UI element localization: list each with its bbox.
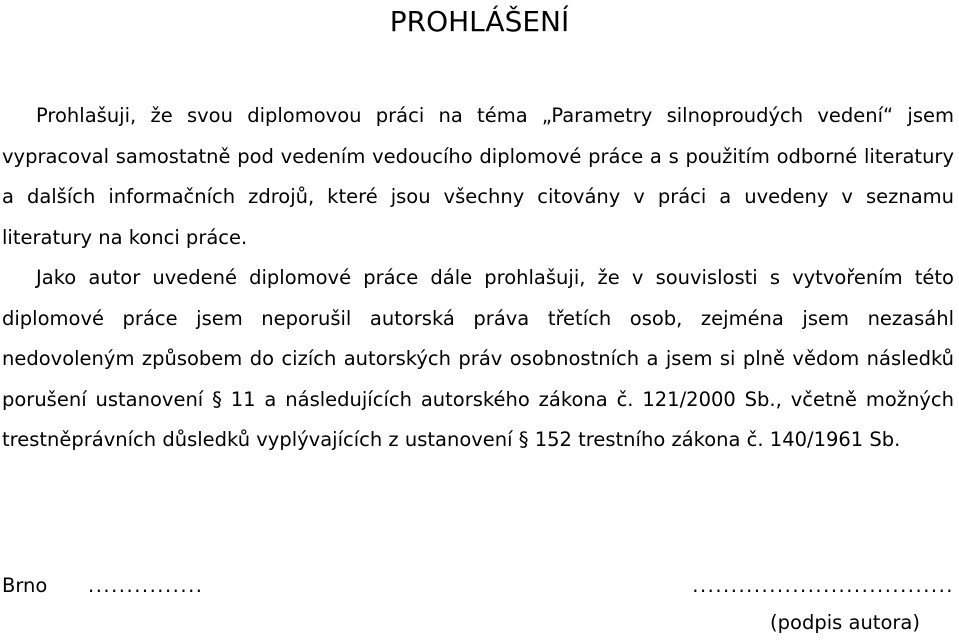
declaration-paragraph-1: Prohlašuji, že svou diplomovou práci na téma „Parametry silnoproudých vedení“ jsem vypracoval samostatně pod vedením vedoucího diplomové práce a s použitím odborné literatury a dalších informačních zdrojů, které jsou všechny citovány v práci a uvedeny v seznamu literatury na konci práce. <box>2 104 954 249</box>
declaration-paragraph-2: Jako autor uvedené diplomové práce dále prohlašuji, že v souvislosti s vytvořením této diplomové práce jsem neporušil autorská práva třetích osob, zejména jsem nezasáhl nedovoleným způsobem do cizích autorských práv osobnostních a jsem si plně vědom následků porušení ustanovení § 11 a následujících autorského zákona č. 121/2000 Sb., včetně možných trestněprávních důsledků vyplývajících z ustanovení § 152 trestního zákona č. 140/1961 Sb. <box>2 266 954 451</box>
signature-row <box>2 566 954 606</box>
place-label: Brno <box>2 574 48 597</box>
signature-dotted-line: .................................. <box>692 574 954 597</box>
date-dotted-line: ............... <box>88 574 204 597</box>
declaration-body <box>2 96 954 461</box>
signature-caption: (podpis autora) <box>770 611 920 634</box>
page-title: PROHLÁŠENÍ <box>389 5 570 38</box>
